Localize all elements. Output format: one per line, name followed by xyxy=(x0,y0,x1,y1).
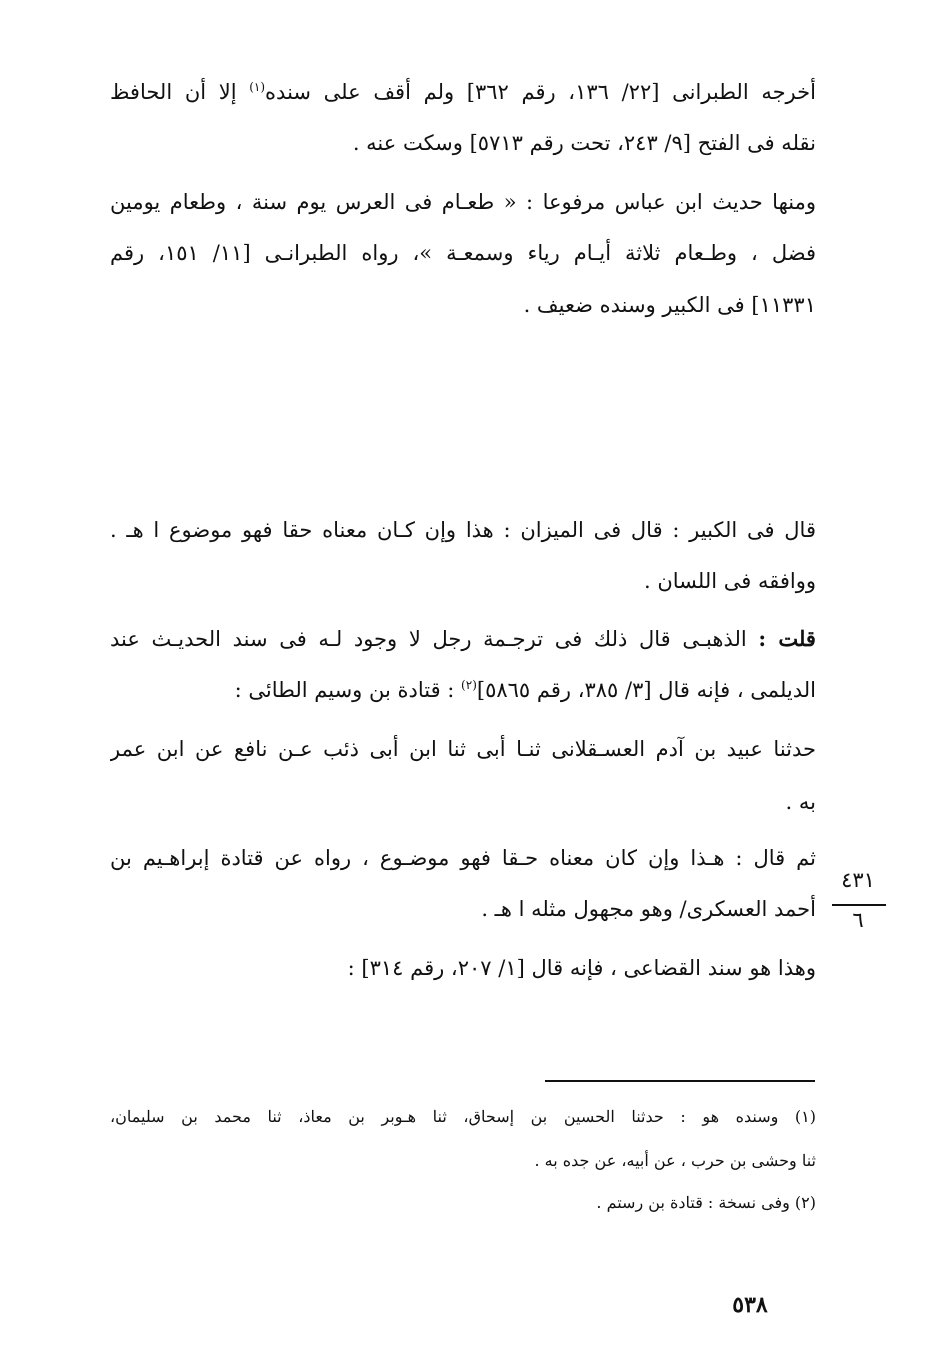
qultu-label: قلت : xyxy=(758,626,816,651)
paragraph-4-line-2 xyxy=(110,675,816,705)
paragraph-5-line-1: حدثنا عبيد بن آدم العسـقلانى ثنـا أبى ثنا ابن أبى ذئب عـن نافع عن ابن عمر xyxy=(110,737,816,761)
paragraph-1-line-2: نقله فى الفتح [٩/ ٢٤٣، تحت رقم ٥٧١٣] وسكت عنه . xyxy=(352,131,816,155)
margin-ref-bottom: ٦ xyxy=(852,908,864,932)
paragraph-1-text-a: أخرجه الطبرانى [٢٢/ ١٣٦، رقم ٣٦٢] ولم أقف على سنده xyxy=(265,80,816,104)
paragraph-6-line-2: أحمد العسكرى/ وهو مجهول مثله ا هـ . xyxy=(481,897,816,921)
paragraph-2-line-3: ١١٣٣١] فى الكبير وسنده ضعيف . xyxy=(523,293,816,317)
paragraph-4-line-1 xyxy=(110,624,816,654)
footnote-ref-1: (١) xyxy=(249,80,266,94)
paragraph-1-text-b: إلا أن الحافظ xyxy=(110,80,250,104)
paragraph-4-text-b: : قتادة بن وسيم الطائى : xyxy=(234,678,462,702)
page-number: ٥٣٨ xyxy=(732,1292,768,1318)
footnote-1-line-2: ثنا وحشى بن حرب ، عن أبيه، عن جده به . xyxy=(534,1151,816,1170)
margin-ref-top: ٤٣١ xyxy=(841,868,875,892)
footnote-ref-2: (٢) xyxy=(461,678,477,692)
footnote-2-line-1: (٢) وفى نسخة : قتادة بن رستم . xyxy=(596,1193,816,1212)
paragraph-7-line-1: وهذا هو سند القضاعى ، فإنه قال [١/ ٢٠٧، رقم ٣١٤] : xyxy=(347,956,816,980)
footnote-1-line-1: (١) وسنده هو : حدثنا الحسين بن إسحاق، ثنا هـوبر بن معاذ، ثنا محمد بن سليمان، xyxy=(110,1107,816,1126)
paragraph-2-line-1: ومنها حديث ابن عباس مرفوعا : « طعـام فى العرس يوم سنة ، وطعام يومين xyxy=(110,190,816,214)
paragraph-1-line-1 xyxy=(110,77,816,107)
paragraph-3-line-2: ووافقه فى اللسان . xyxy=(643,569,816,593)
paragraph-5-line-2: به . xyxy=(785,790,816,814)
paragraph-2-line-2: فضل ، وطـعام ثلاثة أيـام رياء وسمعـة »، رواه الطبرانـى [١١/ ١٥١، رقم xyxy=(110,241,816,265)
footnote-separator xyxy=(545,1080,815,1082)
margin-ref-divider xyxy=(832,904,886,906)
paragraph-4-text: الذهبـى قال ذلك فى ترجـمة رجل لا وجود لـه فى سند الحديـث عند xyxy=(110,627,759,651)
paragraph-4-text-a: الديلمى ، فإنه قال [٣/ ٣٨٥، رقم ٥٨٦٥] xyxy=(476,678,816,702)
paragraph-3-line-1: قال فى الكبير : قال فى الميزان : هذا وإن كـان معناه حقا فهو موضوع ا هـ . xyxy=(110,518,816,542)
paragraph-6-line-1: ثم قال : هـذا وإن كان معناه حـقا فهو موضـوع ، رواه عن قتادة إبراهـيم بن xyxy=(110,846,816,870)
